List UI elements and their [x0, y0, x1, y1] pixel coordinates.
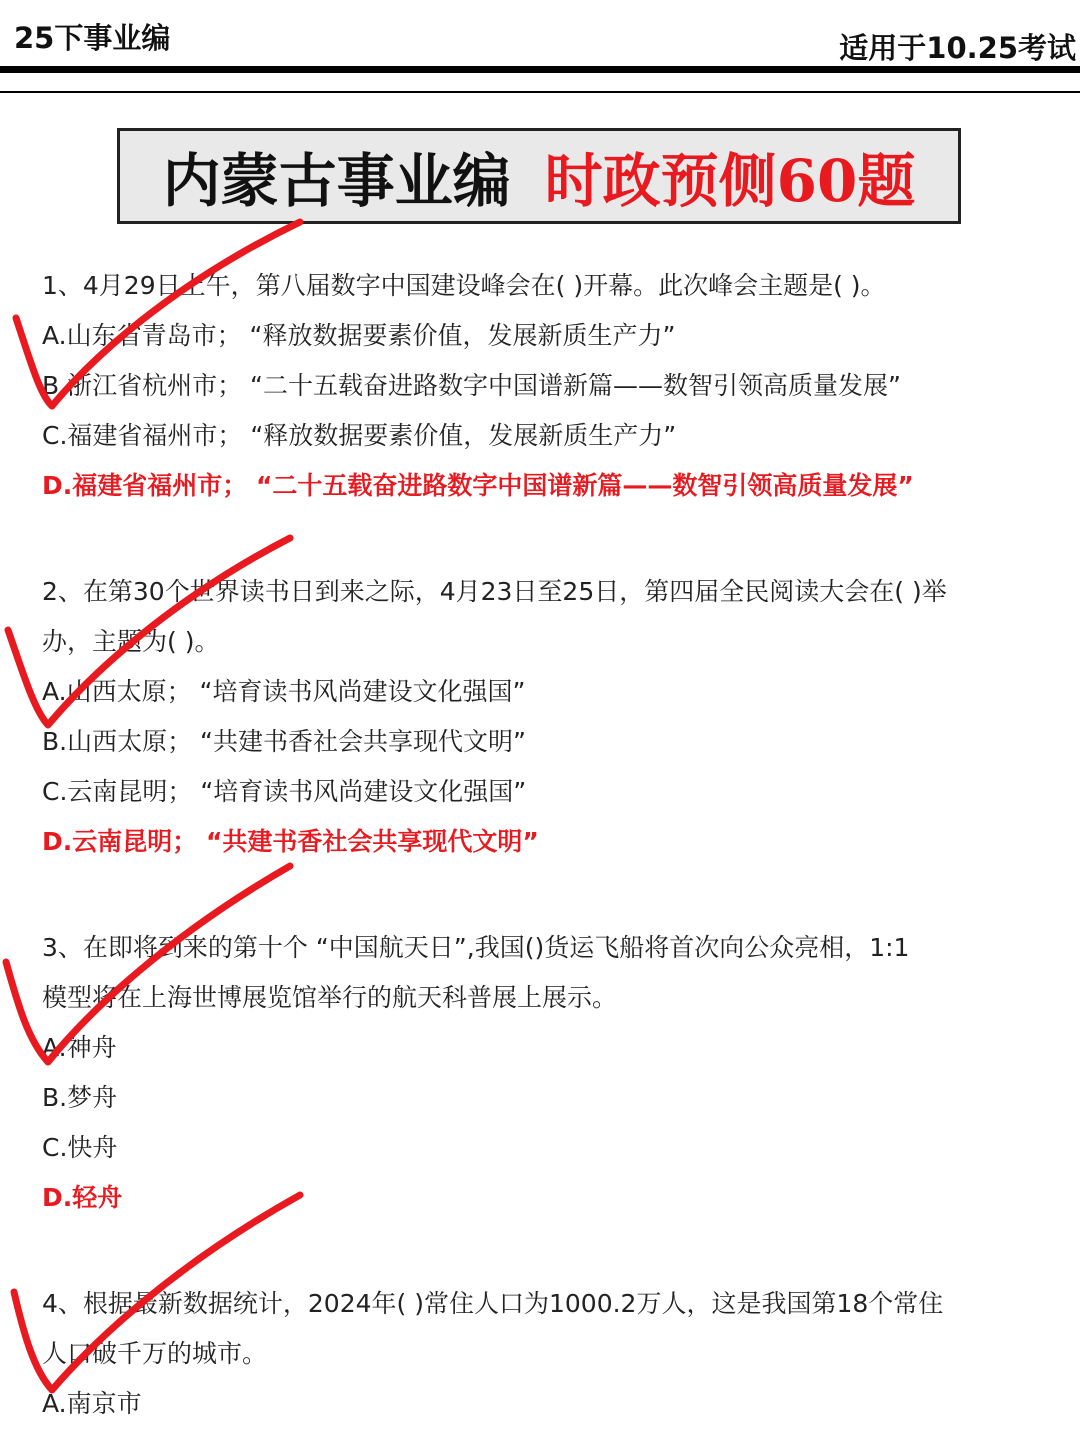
option-d-answer: D.云南昆明； “共建书香社会共享现代文明” [42, 827, 539, 856]
question-3 [42, 923, 1052, 1223]
header-right-tag: 适用于10.25考试 [839, 31, 1076, 65]
title-red-part: 时政预侧60题 [544, 147, 916, 215]
question-stem-line: 1、4月29日上午，第八届数字中国建设峰会在( )开幕。此次峰会主题是( )。 [42, 271, 886, 300]
question-stem-line: 4、根据最新数据统计，2024年( )常住人口为1000.2万人，这是我国第18个常住 [42, 1289, 944, 1318]
header-thick-rule [0, 66, 1080, 73]
option-c: C.快舟 [42, 1133, 118, 1162]
option-b: B.梦舟 [42, 1083, 118, 1112]
question-stem-line: 3、在即将到来的第十个 “中国航天日”,我国()货运飞船将首次向公众亮相，1:1 [42, 933, 910, 962]
question-2 [42, 567, 1052, 867]
question-stem-line: 人口破千万的城市。 [42, 1339, 268, 1368]
option-a: A.神舟 [42, 1033, 117, 1062]
option-b: B.浙江省杭州市； “二十五载奋进路数字中国谱新篇——数智引领高质量发展” [42, 371, 901, 400]
question-1 [42, 261, 1052, 511]
question-stem-line: 模型将在上海世博展览馆举行的航天科普展上展示。 [42, 983, 618, 1012]
question-4 [42, 1279, 1052, 1429]
question-stem-line: 办，主题为( )。 [42, 627, 220, 656]
header-left-tag: 25下事业编 [14, 21, 171, 55]
title-black-part: 内蒙古事业编 [162, 147, 511, 215]
option-d-answer: D.福建省福州市； “二十五载奋进路数字中国谱新篇——数智引领高质量发展” [42, 471, 914, 500]
option-a: A.南京市 [42, 1389, 142, 1418]
header-thin-rule [0, 91, 1080, 93]
option-c: C.福建省福州市； “释放数据要素价值，发展新质生产力” [42, 421, 677, 450]
option-b: B.山西太原； “共建书香社会共享现代文明” [42, 727, 526, 756]
title-box [117, 128, 961, 224]
option-c: C.云南昆明； “培育读书风尚建设文化强国” [42, 777, 527, 806]
option-a: A.山西太原； “培育读书风尚建设文化强国” [42, 677, 526, 706]
option-d-answer: D.轻舟 [42, 1183, 123, 1212]
question-stem-line: 2、在第30个世界读书日到来之际，4月23日至25日，第四届全民阅读大会在( )举 [42, 577, 947, 606]
option-a: A.山东省青岛市； “释放数据要素价值，发展新质生产力” [42, 321, 676, 350]
